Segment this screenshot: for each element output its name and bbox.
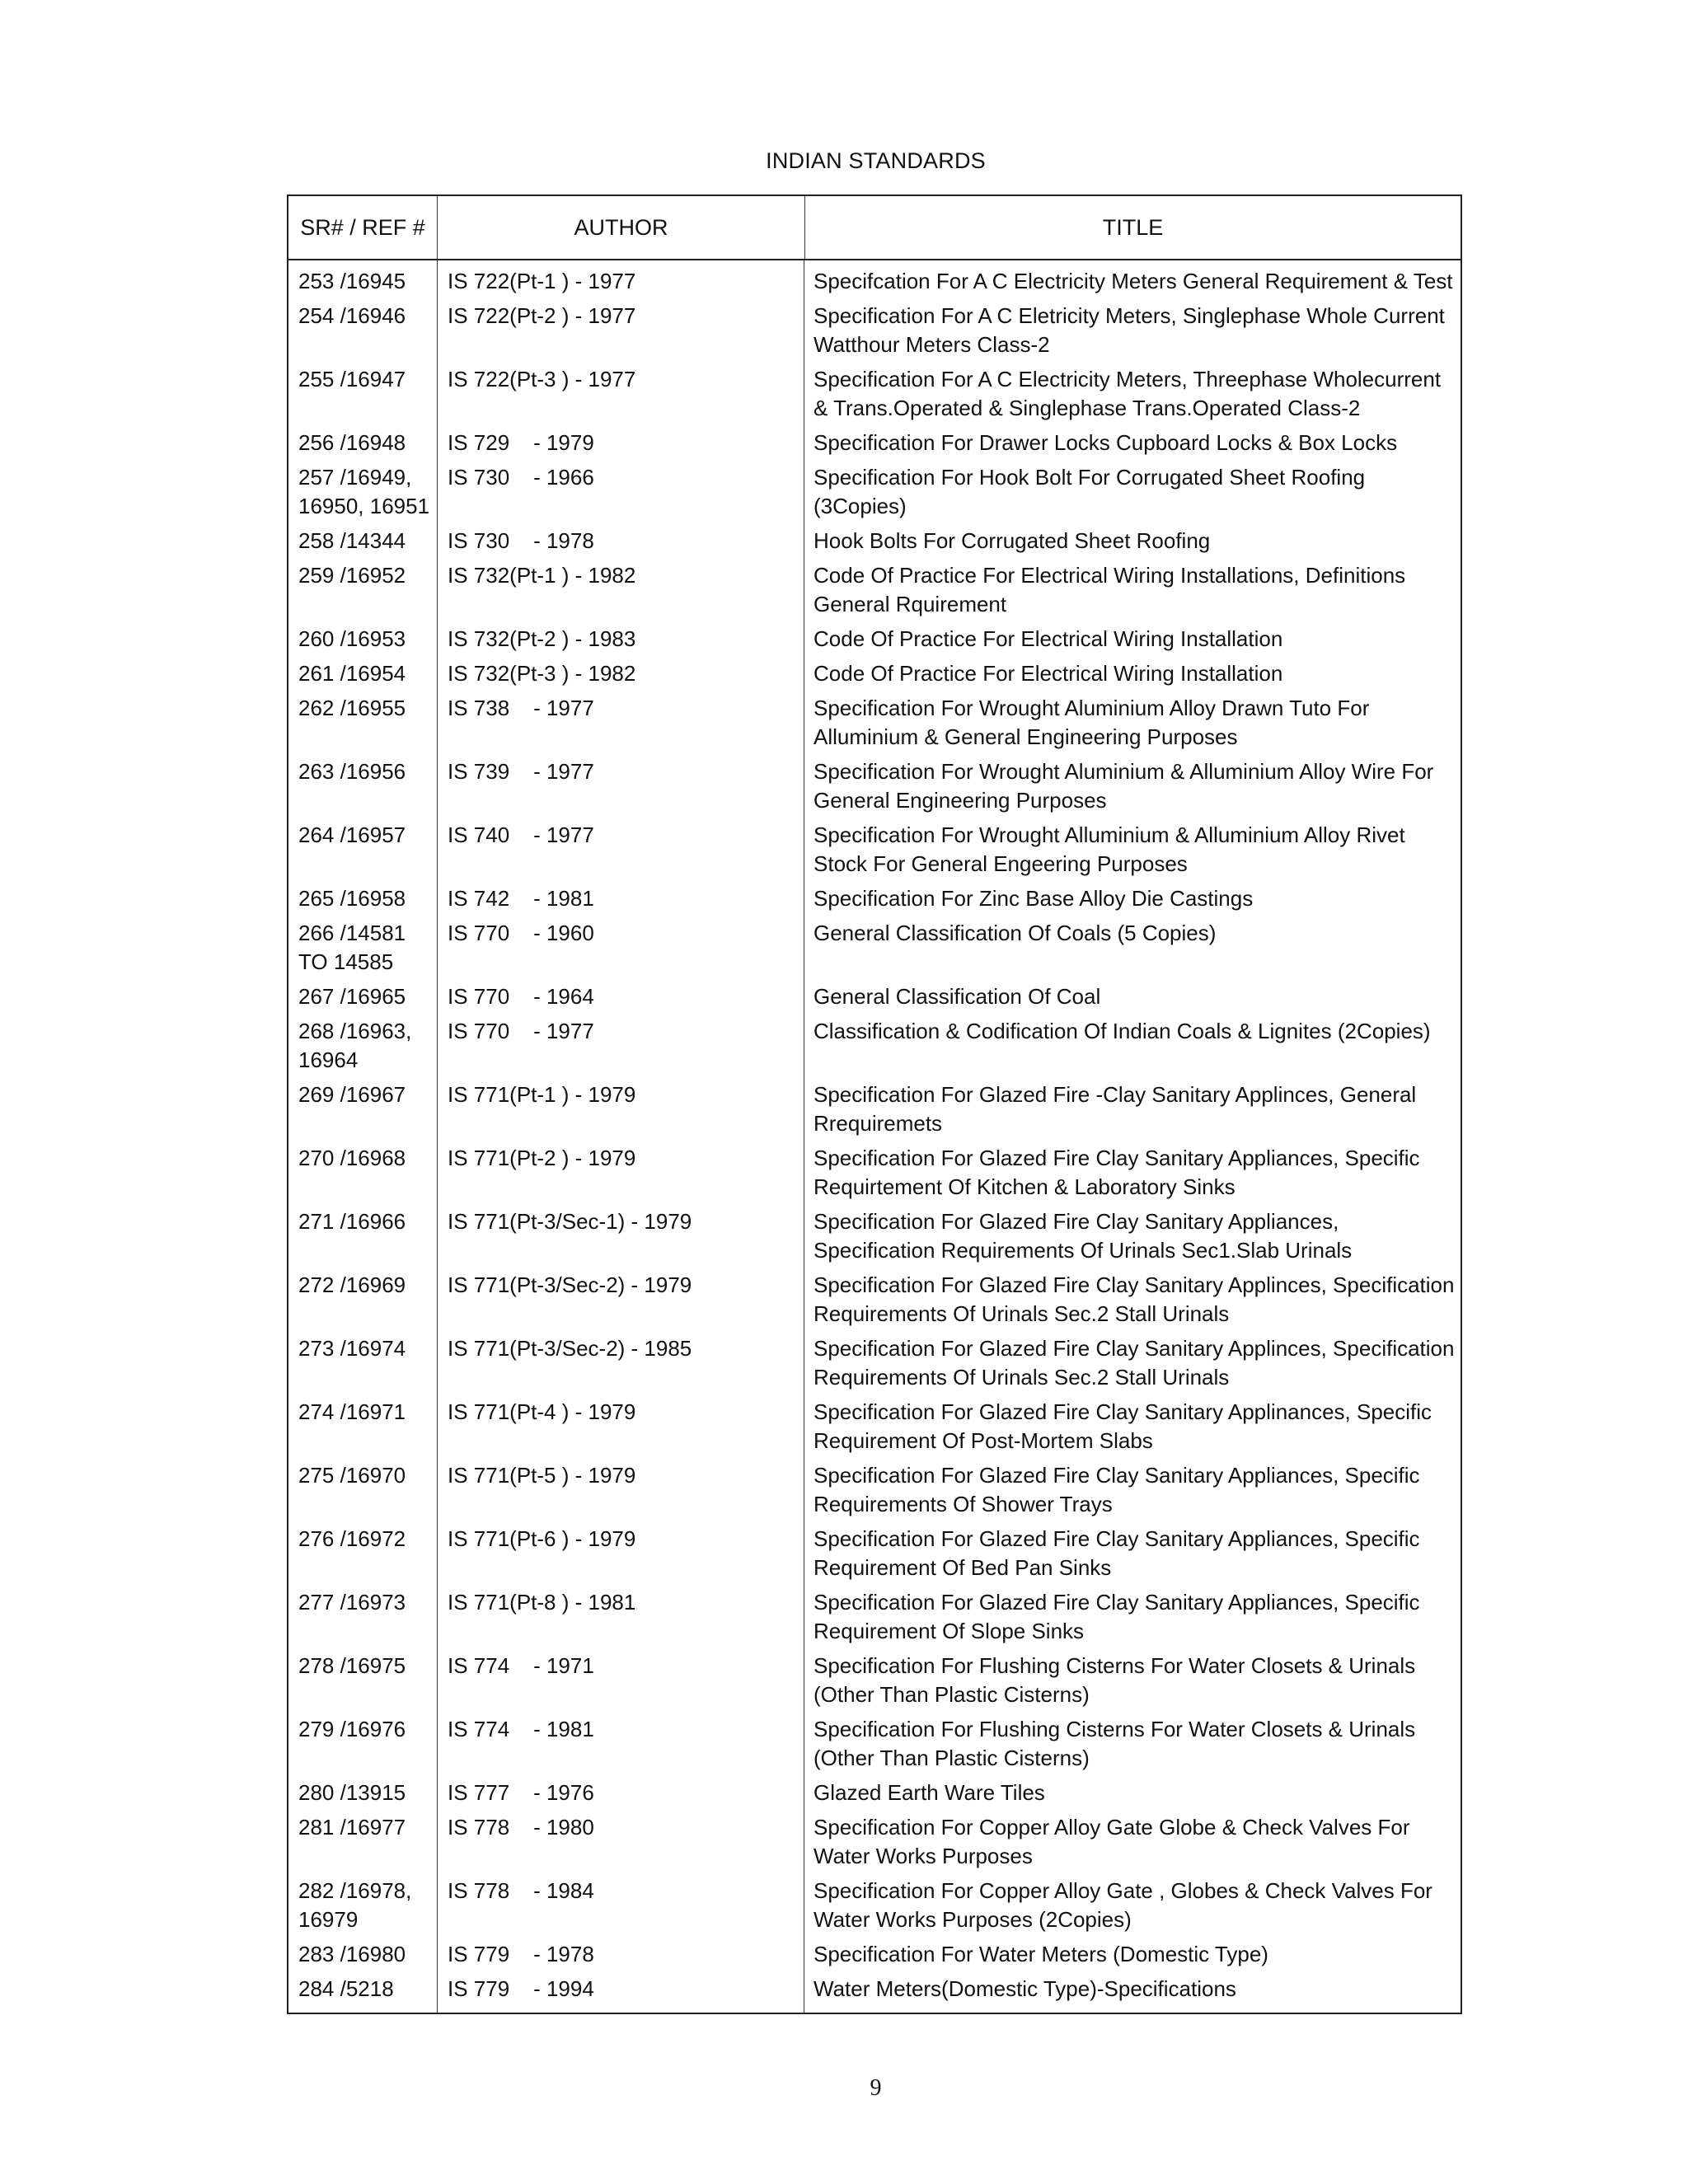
cell-author: IS 732(Pt-1 ) - 1982 [448,563,636,588]
cell-author: IS 779 - 1978 [448,1942,594,1966]
table-row [288,1715,1461,1779]
table-row [288,694,1461,757]
cell-title: Specification For Flushing Cisterns For Water Closets & Urinals (Other Than Plastic Cisterns) [814,1717,1416,1770]
cell-author: IS 732(Pt-3 ) - 1982 [448,661,636,686]
cell-author: IS 771(Pt-5 ) - 1979 [448,1463,636,1488]
cell-author: IS 771(Pt-1 ) - 1979 [448,1082,636,1107]
table-row [288,982,1461,1017]
standards-table [287,194,1462,2014]
cell-title: Specification For Water Meters (Domestic Type) [814,1942,1268,1966]
cell-author: IS 771(Pt-3/Sec-2) - 1979 [448,1272,692,1297]
table-row [288,527,1461,561]
header-title: TITLE [1102,214,1164,240]
cell-title: Specification For A C Eletricity Meters, Singlephase Whole Current Watthour Meters Class-2 [814,303,1445,357]
cell-sr-ref: 278 /16975 [298,1653,406,1678]
cell-sr-ref: 280 /13915 [298,1780,406,1805]
table-row [288,1975,1461,2009]
cell-sr-ref: 266 /14581 TO 14585 [298,921,406,974]
cell-sr-ref: 270 /16968 [298,1146,406,1170]
cell-title: Specification For Glazed Fire Clay Sanitary Appliances, Specific Requirement Of Slope Sinks [814,1590,1420,1643]
cell-title: Specification For Copper Alloy Gate Globe & Check Valves For Water Works Purposes [814,1815,1410,1868]
cell-author: IS 738 - 1977 [448,696,594,720]
cell-sr-ref: 281 /16977 [298,1815,406,1840]
cell-title: Specification For Wrought Alluminium & Alluminium Alloy Rivet Stock For General Engeering Purposes [814,823,1405,876]
page-title: INDIAN STANDARDS [766,148,986,173]
cell-sr-ref: 262 /16955 [298,696,406,720]
cell-title: Specification For Zinc Base Alloy Die Castings [814,886,1254,911]
cell-title: Specification For Glazed Fire Clay Sanitary Applinances, Specific Requirement Of Post-Mortem Slabs [814,1399,1432,1453]
cell-sr-ref: 267 /16965 [298,984,406,1009]
cell-title: Hook Bolts For Corrugated Sheet Roofing [814,528,1211,553]
cell-author: IS 730 - 1978 [448,528,594,553]
cell-sr-ref: 253 /16945 [298,269,406,293]
table-header [288,196,1461,260]
cell-sr-ref: 283 /16980 [298,1942,406,1966]
cell-title: Specification For Wrought Aluminium & Alluminium Alloy Wire For General Engineering Purposes [814,759,1434,813]
table-row [288,1877,1461,1940]
cell-title: Specification For Glazed Fire -Clay Sanitary Applinces, General Rrequiremets [814,1082,1417,1136]
cell-author: IS 770 - 1960 [448,921,594,945]
table-row [288,1779,1461,1813]
cell-title: Water Meters(Domestic Type)-Specifications [814,1976,1236,2001]
cell-sr-ref: 273 /16974 [298,1336,406,1361]
table-row [288,365,1461,429]
cell-title: Specification For Glazed Fire Clay Sanitary Appliances, Specification Requirements Of Urinals Sec1.Slab Urinals [814,1209,1353,1263]
table-row [288,884,1461,919]
cell-sr-ref: 277 /16973 [298,1590,406,1615]
cell-title: Specification For Drawer Locks Cupboard Locks & Box Locks [814,430,1398,455]
cell-title: Specification For Flushing Cisterns For Water Closets & Urinals (Other Than Plastic Cisterns) [814,1653,1416,1707]
cell-title: Specification For Glazed Fire Clay Sanitary Appliances, Specific Requirement Of Bed Pan Sinks [814,1526,1420,1580]
cell-author: IS 771(Pt-4 ) - 1979 [448,1399,636,1424]
cell-sr-ref: 264 /16957 [298,823,406,847]
cell-sr-ref: 274 /16971 [298,1399,406,1424]
table-row [288,919,1461,982]
table-row [288,302,1461,365]
cell-author: IS 774 - 1981 [448,1717,594,1741]
table-row [288,1588,1461,1652]
header-sr-ref: SR# / REF # [288,196,438,259]
table-row [288,1652,1461,1715]
table-row [288,821,1461,884]
cell-author: IS 770 - 1977 [448,1019,594,1043]
cell-title: Specification For Glazed Fire Clay Sanitary Appliances, Specific Requirtement Of Kitchen & Laboratory Sinks [814,1146,1420,1199]
cell-sr-ref: 269 /16967 [298,1082,406,1107]
table-row [288,1207,1461,1271]
cell-author: IS 778 - 1980 [448,1815,594,1840]
cell-sr-ref: 259 /16952 [298,563,406,588]
cell-author: IS 722(Pt-3 ) - 1977 [448,367,636,391]
cell-author: IS 770 - 1964 [448,984,594,1009]
table-row [288,1525,1461,1588]
cell-sr-ref: 258 /14344 [298,528,406,553]
cell-title: Code Of Practice For Electrical Wiring Installations, Definitions General Rquirement [814,563,1406,616]
cell-author: IS 739 - 1977 [448,759,594,784]
table-row [288,659,1461,694]
cell-author: IS 742 - 1981 [448,886,594,911]
table-row [288,625,1461,659]
cell-author: IS 771(Pt-3/Sec-2) - 1985 [448,1336,692,1361]
table-row [288,757,1461,821]
page-number: 9 [870,2075,882,2101]
cell-title: Code Of Practice For Electrical Wiring Installation [814,661,1283,686]
cell-sr-ref: 279 /16976 [298,1717,406,1741]
cell-sr-ref: 275 /16970 [298,1463,406,1488]
cell-author: IS 722(Pt-2 ) - 1977 [448,303,636,328]
cell-title: Specification For A C Electricity Meters, Threephase Wholecurrent & Trans.Operated & Singlephase Trans.Operated Class-2 [814,367,1442,420]
table-row [288,561,1461,625]
table-row [288,1813,1461,1877]
cell-title: Classification & Codification Of Indian Coals & Lignites (2Copies) [814,1019,1431,1043]
table-row [288,1398,1461,1461]
cell-title: Specification For Glazed Fire Clay Sanitary Appliances, Specific Requirements Of Shower Trays [814,1463,1420,1516]
cell-sr-ref: 276 /16972 [298,1526,406,1551]
cell-title: General Classification Of Coals (5 Copies) [814,921,1217,945]
cell-title: Specification For Wrought Aluminium Alloy Drawn Tuto For Alluminium & General Engineering Purposes [814,696,1370,749]
table-row [288,1940,1461,1975]
cell-sr-ref: 257 /16949, 16950, 16951 [298,465,430,518]
cell-title: Specification For Glazed Fire Clay Sanitary Applinces, Specification Requirements Of Urinals Sec.2 Stall Urinals [814,1336,1455,1390]
cell-author: IS 771(Pt-3/Sec-1) - 1979 [448,1209,692,1234]
cell-author: IS 730 - 1966 [448,465,594,490]
table-row [288,463,1461,527]
cell-author: IS 771(Pt-2 ) - 1979 [448,1146,636,1170]
table-row [288,429,1461,463]
table-row [288,267,1461,302]
cell-author: IS 771(Pt-8 ) - 1981 [448,1590,636,1615]
cell-title: Specifcation For A C Electricity Meters General Requirement & Test [814,269,1453,293]
cell-author: IS 722(Pt-1 ) - 1977 [448,269,636,293]
cell-sr-ref: 261 /16954 [298,661,406,686]
header-author: AUTHOR [438,196,805,259]
cell-sr-ref: 268 /16963, 16964 [298,1019,412,1072]
cell-sr-ref: 284 /5218 [298,1976,394,2001]
table-row [288,1271,1461,1334]
cell-sr-ref: 263 /16956 [298,759,406,784]
cell-sr-ref: 254 /16946 [298,303,406,328]
column-divider [437,260,438,2013]
cell-title: Specification For Hook Bolt For Corrugated Sheet Roofing (3Copies) [814,465,1366,518]
cell-sr-ref: 255 /16947 [298,367,406,391]
cell-author: IS 771(Pt-6 ) - 1979 [448,1526,636,1551]
cell-author: IS 777 - 1976 [448,1780,594,1805]
cell-author: IS 729 - 1979 [448,430,594,455]
cell-title: Glazed Earth Ware Tiles [814,1780,1045,1805]
table-row [288,1334,1461,1398]
cell-title: Code Of Practice For Electrical Wiring Installation [814,626,1283,651]
cell-author: IS 774 - 1971 [448,1653,594,1678]
cell-author: IS 779 - 1994 [448,1976,594,2001]
table-row [288,1080,1461,1144]
cell-sr-ref: 271 /16966 [298,1209,406,1234]
table-row [288,1144,1461,1207]
cell-sr-ref: 272 /16969 [298,1272,406,1297]
cell-sr-ref: 282 /16978, 16979 [298,1878,412,1932]
table-row [288,1461,1461,1525]
cell-author: IS 740 - 1977 [448,823,594,847]
cell-sr-ref: 265 /16958 [298,886,406,911]
cell-sr-ref: 256 /16948 [298,430,406,455]
table-row [288,1017,1461,1080]
cell-title: Specification For Copper Alloy Gate , Globes & Check Valves For Water Works Purposes (2Copies) [814,1878,1432,1932]
cell-author: IS 778 - 1984 [448,1878,594,1903]
cell-author: IS 732(Pt-2 ) - 1983 [448,626,636,651]
cell-sr-ref: 260 /16953 [298,626,406,651]
cell-title: General Classification Of Coal [814,984,1101,1009]
cell-title: Specification For Glazed Fire Clay Sanitary Applinces, Specification Requirements Of Urinals Sec.2 Stall Urinals [814,1272,1455,1326]
table-body [288,260,1461,2013]
